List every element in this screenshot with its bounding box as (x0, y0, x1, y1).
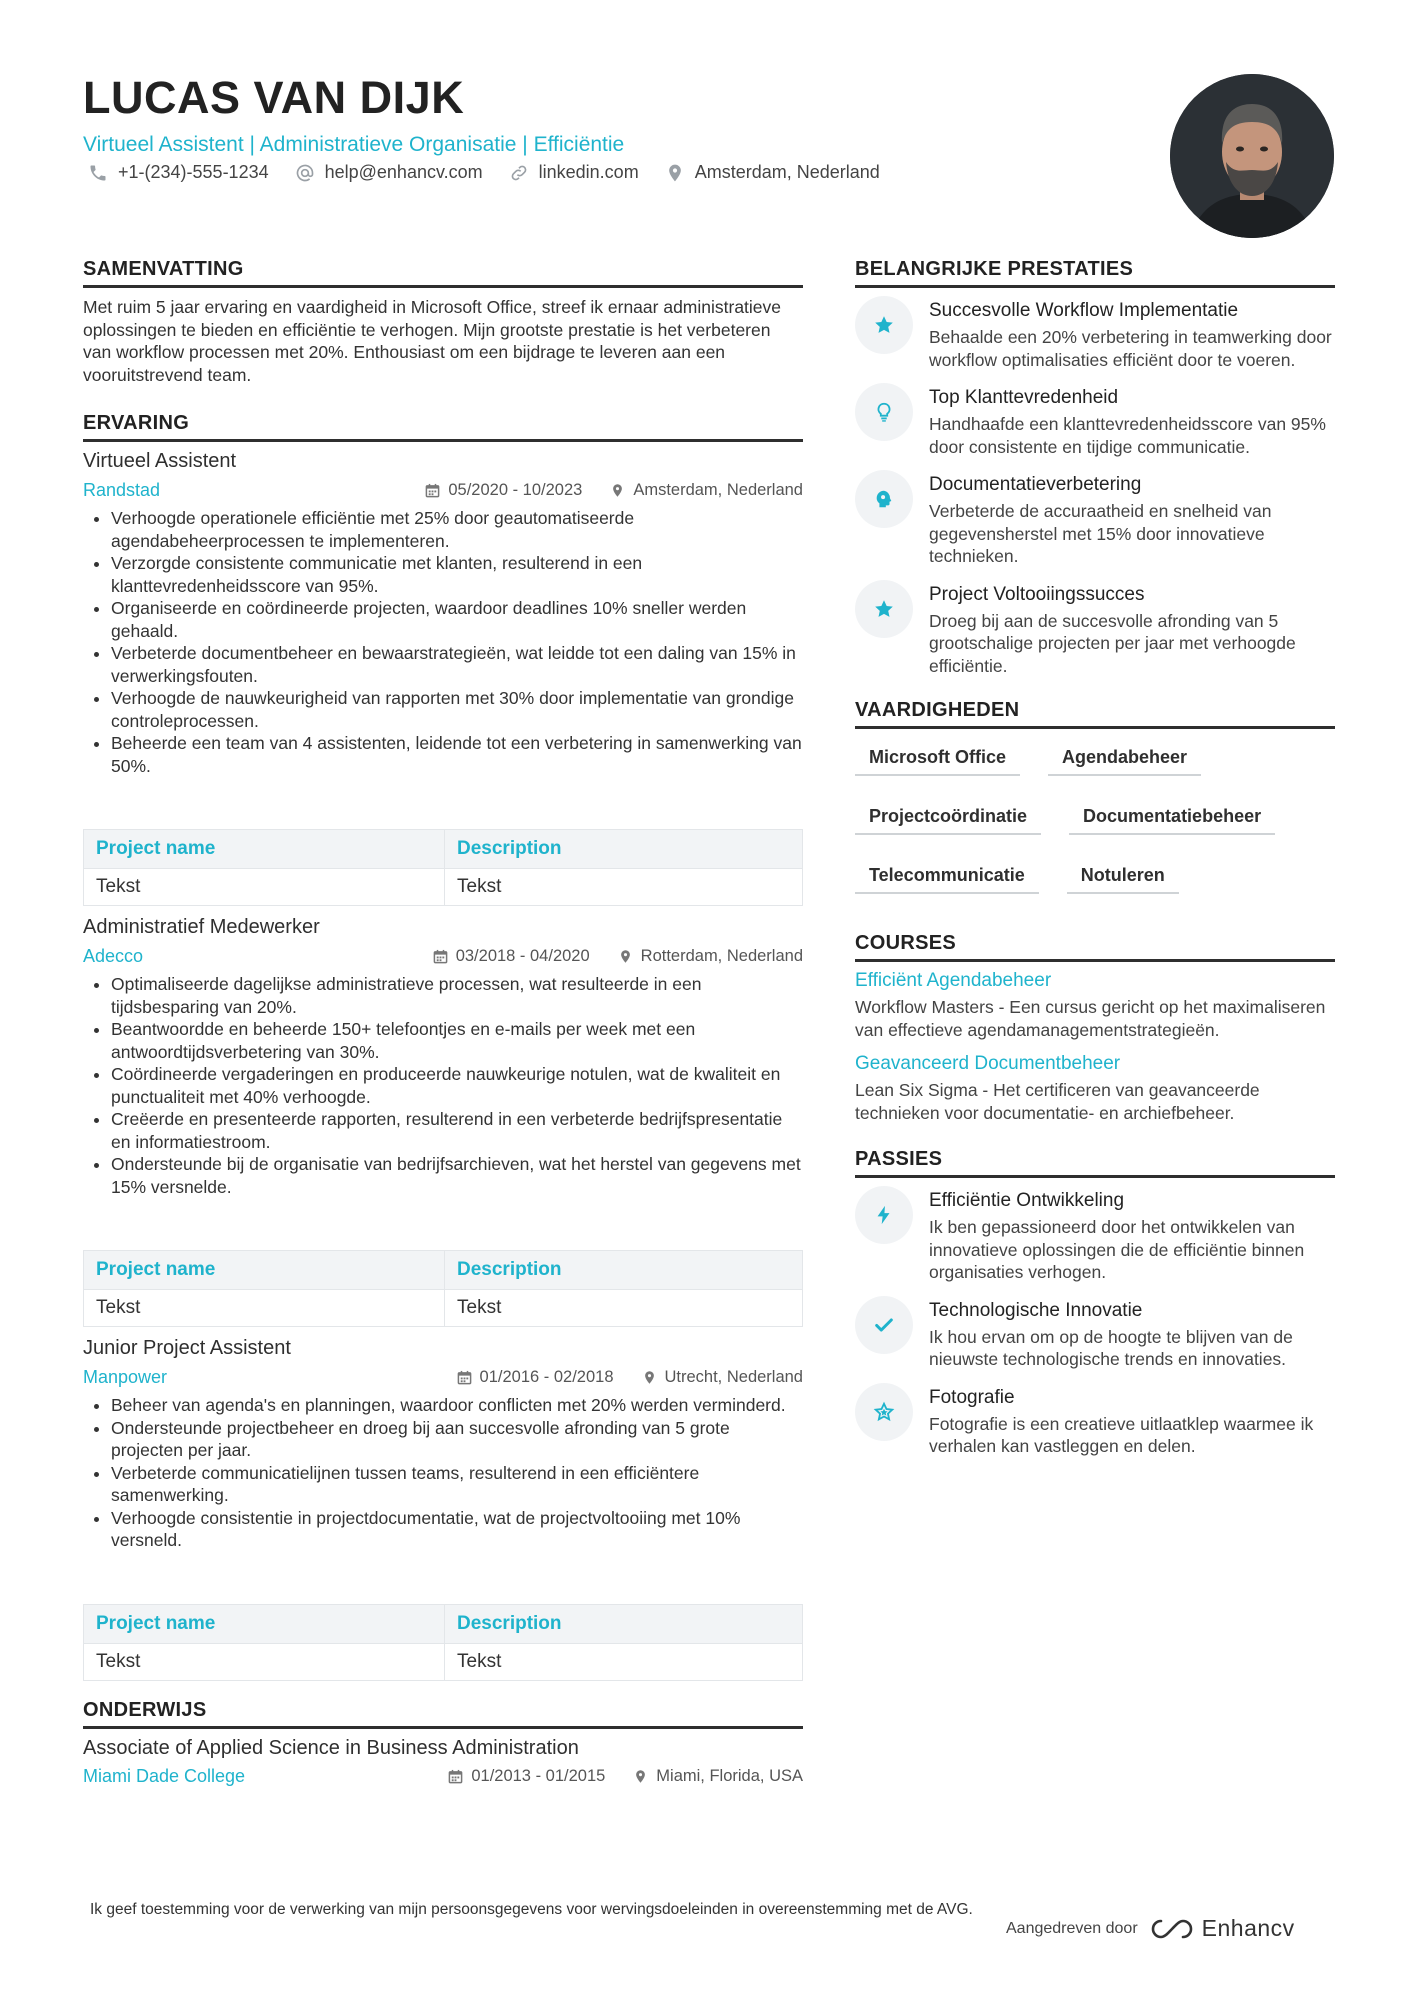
job-location-text: Amsterdam, Nederland (633, 480, 803, 499)
achievement-item (855, 470, 1335, 568)
job-entry (83, 1337, 803, 1681)
calendar-icon (457, 1370, 472, 1385)
education-dates (448, 1767, 605, 1786)
project-table (83, 1604, 803, 1681)
job-bullets (83, 507, 803, 777)
achievements-heading: BELANGRIJKE PRESTATIES (855, 258, 1335, 288)
achievement-title: Project Voltooiingssucces (929, 583, 1145, 605)
enhancv-logo[interactable] (1150, 1915, 1295, 1942)
job-meta (83, 477, 803, 503)
skill-tag: Notuleren (1067, 857, 1179, 894)
courses-heading: COURSES (855, 932, 1335, 962)
column-header: Project name (84, 1251, 445, 1290)
right-column (855, 258, 1335, 1470)
education-location-text: Miami, Florida, USA (656, 1767, 803, 1785)
skill-tag: Telecommunicatie (855, 857, 1039, 894)
achievement-desc: Behaalde een 20% verbetering in teamwerking door workflow optimalisaties efficiënt door te voeren. (929, 327, 1332, 370)
bullet: • Verzorgde consistente communicatie met klanten, resulterend in een klanttevredenheidsscore van 95%. (111, 552, 803, 597)
location-pin-icon (642, 1370, 657, 1385)
passion-title: Technologische Innovatie (929, 1299, 1143, 1321)
bullet: • Creëerde en presenteerde rapporten, resulterend in een verbeterde bedrijfspresentatie en informatiestroom. (111, 1108, 803, 1153)
project-table (83, 1250, 803, 1327)
job-location-text: Rotterdam, Nederland (640, 946, 803, 965)
job-location (610, 481, 803, 500)
table-cell: Tekst (84, 869, 445, 906)
job-dates (433, 947, 590, 966)
job-dates-text: 03/2018 - 04/2020 (455, 946, 590, 965)
job-dates (457, 1368, 614, 1387)
achievement-item (855, 580, 1335, 678)
table-cell: Tekst (445, 869, 803, 906)
column-header: Description (445, 1251, 803, 1290)
job-dates-text: 05/2020 - 10/2023 (448, 480, 583, 499)
course-item (855, 1053, 1335, 1124)
achievement-title: Top Klanttevredenheid (929, 387, 1119, 408)
location-pin-icon (633, 1769, 648, 1784)
infinity-icon (1150, 1917, 1194, 1941)
bullet: • Verhoogde de nauwkeurigheid van rapporten met 30% door implementatie van grondige controleprocessen. (111, 687, 803, 732)
education-heading: ONDERWIJS (83, 1699, 803, 1729)
table-header-row (84, 830, 803, 869)
table-header-row (84, 1251, 803, 1290)
passion-item (855, 1296, 1335, 1371)
location-text: Amsterdam, Nederland (694, 162, 880, 182)
column-header: Description (445, 1604, 803, 1643)
checkmark-icon (855, 1296, 913, 1354)
education-dates-text: 01/2013 - 01/2015 (471, 1767, 606, 1785)
bullet: • Ondersteunde bij de organisatie van bedrijfsarchieven, wat het herstel van gegevens met 15% versnelde. (111, 1153, 803, 1198)
contact-email[interactable] (295, 162, 483, 183)
skills-list (855, 739, 1335, 916)
brand-name: Enhancv (1201, 1915, 1295, 1941)
contact-linkedin[interactable] (509, 162, 639, 183)
experience-heading: ERVARING (83, 412, 803, 442)
passion-item (855, 1186, 1335, 1284)
table-row (84, 1643, 803, 1680)
bullet: • Beheerde een team van 4 assistenten, leidende tot een verbetering in samenwerking van 50%. (111, 732, 803, 777)
summary-heading: SAMENVATTING (83, 258, 803, 288)
table-header-row (84, 1604, 803, 1643)
job-location (642, 1368, 804, 1387)
table-row (84, 869, 803, 906)
company-name: Manpower (83, 1366, 168, 1387)
bullet: • Verbeterde communicatielijnen tussen teams, resulterend in een efficiëntere samenwerking. (111, 1462, 803, 1507)
consent-text: Ik geef toestemming voor de verwerking van mijn persoonsgegevens voor wervingsdoeleinden in overeenstemming met de AVG. (90, 1901, 973, 1918)
lightbulb-icon (855, 383, 913, 441)
achievement-desc: Verbeterde de accuraatheid en snelheid van gegevensherstel met 15% door innovatieve technieken. (929, 501, 1272, 566)
passion-desc: Ik ben gepassioneerd door het ontwikkelen van innovatieve oplossingen die de efficiëntie binnen organisaties verhogen. (929, 1217, 1305, 1282)
company-name: Randstad (83, 479, 161, 500)
powered-by-label: Aangedreven door (1006, 1919, 1138, 1937)
job-location-text: Utrecht, Nederland (664, 1367, 803, 1386)
skills-heading: VAARDIGHEDEN (855, 699, 1335, 729)
bullet: • Coördineerde vergaderingen en produceerde nauwkeurige notulen, wat de kwaliteit en punctualiteit met 40% verhoogde. (111, 1063, 803, 1108)
star-outline-icon (855, 1383, 913, 1441)
phone-text: +1-(234)-555-1234 (118, 162, 269, 182)
star-icon (855, 296, 913, 354)
table-cell: Tekst (84, 1643, 445, 1680)
location-pin-icon (618, 949, 633, 964)
job-bullets (83, 1394, 803, 1552)
passions-heading: PASSIES (855, 1148, 1335, 1178)
summary-text: Met ruim 5 jaar ervaring en vaardigheid in Microsoft Office, streef ik ernaar administratieve oplossingen te bieden en efficiëntie te verhogen. Mijn grootste prestatie is het verbeteren van workflow processen met 20%. Enthousiast om een bijdrage te leveren aan een vooruitstrevend team. (83, 297, 782, 385)
course-title: Efficiënt Agendabeheer (855, 970, 1052, 991)
column-header: Project name (84, 1604, 445, 1643)
education-entry (83, 1737, 803, 1790)
education-location (633, 1767, 803, 1786)
project-table (83, 829, 803, 906)
company-name: Adecco (83, 945, 144, 966)
at-icon (295, 163, 315, 183)
bullet: • Verhoogde consistentie in projectdocumentatie, wat de projectvoltooiing met 10% versneld. (111, 1507, 803, 1552)
linkedin-text: linkedin.com (538, 162, 639, 182)
course-title: Geavanceerd Documentbeheer (855, 1053, 1121, 1074)
achievement-title: Documentatieverbetering (929, 474, 1142, 495)
left-column (83, 258, 803, 1790)
column-header: Description (445, 830, 803, 869)
job-bullets (83, 973, 803, 1198)
achievement-title: Succesvolle Workflow Implementatie (929, 300, 1239, 321)
powered-by[interactable] (1006, 1915, 1295, 1942)
brain-icon (855, 470, 913, 528)
headline: Virtueel Assistent | Administratieve Organisatie | Efficiëntie (83, 133, 625, 156)
job-title: Virtueel Assistent (83, 450, 237, 472)
passion-desc: Ik hou ervan om op de hoogte te blijven van de nieuwste technologische trends en innovaties. (929, 1326, 1293, 1369)
job-title: Administratief Medewerker (83, 916, 320, 938)
bullet: • Organiseerde en coördineerde projecten, waardoor deadlines 10% sneller werden gehaald. (111, 597, 803, 642)
star-icon (855, 580, 913, 638)
course-item (855, 970, 1335, 1041)
achievement-item (855, 383, 1335, 458)
job-meta (83, 943, 803, 969)
achievement-desc: Droeg bij aan de succesvolle afronding van 5 grootschalige projecten per jaar met verhoogde efficiëntie. (929, 610, 1296, 676)
contact-bar (88, 162, 880, 183)
passion-desc: Fotografie is een creatieve uitlaatklep waarmee ik verhalen kan vastleggen en delen. (929, 1413, 1314, 1456)
school-name: Miami Dade College (83, 1766, 246, 1786)
bullet: • Verhoogde operationele efficiëntie met 25% door geautomatiseerde agendabeheerprocessen te implementeren. (111, 507, 803, 552)
email-text: help@enhancv.com (324, 162, 483, 182)
location-pin-icon (610, 483, 625, 498)
job-entry (83, 450, 803, 906)
job-dates (425, 481, 582, 500)
job-location (618, 947, 803, 966)
skill-tag: Documentatiebeheer (1069, 798, 1275, 835)
skill-tag: Projectcoördinatie (855, 798, 1041, 835)
calendar-icon (448, 1769, 463, 1784)
table-cell: Tekst (445, 1290, 803, 1327)
phone-icon (88, 163, 108, 183)
passion-title: Efficiëntie Ontwikkeling (929, 1190, 1125, 1211)
job-meta (83, 1364, 803, 1390)
achievement-desc: Handhaafde een klanttevredenheidsscore van 95% door consistente en tijdige communicatie. (929, 414, 1326, 457)
calendar-icon (433, 949, 448, 964)
bullet: • Beheer van agenda's en planningen, waardoor conflicten met 20% werden verminderd. (111, 1394, 803, 1417)
passion-item (855, 1383, 1335, 1458)
passion-title: Fotografie (929, 1386, 1015, 1408)
skill-tag: Agendabeheer (1048, 739, 1201, 776)
job-title: Junior Project Assistent (83, 1337, 291, 1359)
link-icon (509, 163, 529, 183)
table-cell: Tekst (84, 1290, 445, 1327)
column-header: Project name (84, 830, 445, 869)
job-dates-text: 01/2016 - 02/2018 (479, 1367, 614, 1386)
lightning-icon (855, 1186, 913, 1244)
calendar-icon (425, 483, 440, 498)
achievement-item (855, 296, 1335, 371)
table-cell: Tekst (445, 1643, 803, 1680)
course-desc: Workflow Masters - Een cursus gericht op het maximaliseren van effectieve agendamanagementstrategieën. (855, 997, 1326, 1040)
course-desc: Lean Six Sigma - Het certificeren van geavanceerde technieken voor documentatie- en archiefbeheer. (855, 1080, 1260, 1123)
bullet: • Ondersteunde projectbeheer en droeg bij aan succesvolle afronding van 5 grote projecten per jaar. (111, 1417, 803, 1462)
portrait-illustration (1170, 74, 1334, 238)
location-pin-icon (665, 163, 685, 183)
bullet: • Beantwoordde en beheerde 150+ telefoontjes en e-mails per week met een antwoordtijdsverbetering van 30%. (111, 1018, 803, 1063)
contact-phone[interactable] (88, 162, 269, 183)
bullet: • Verbeterde documentbeheer en bewaarstrategieën, wat leidde tot een daling van 15% in verwerkingsfouten. (111, 642, 803, 687)
skill-tag: Microsoft Office (855, 739, 1020, 776)
candidate-name: LUCAS VAN DIJK (83, 72, 465, 123)
profile-photo (1170, 74, 1334, 238)
job-entry (83, 916, 803, 1327)
education-meta (83, 1764, 803, 1790)
bullet: • Optimaliseerde dagelijkse administratieve processen, wat resulteerde in een tijdsbesparing van 20%. (111, 973, 803, 1018)
contact-location (665, 162, 880, 183)
table-row (84, 1290, 803, 1327)
degree-title: Associate of Applied Science in Business Administration (83, 1736, 579, 1759)
